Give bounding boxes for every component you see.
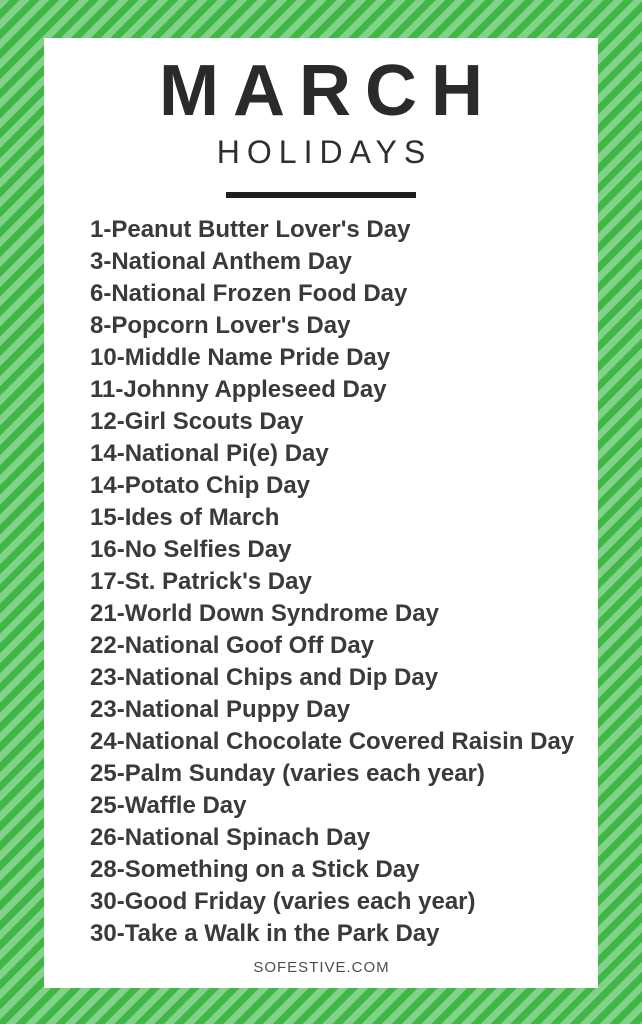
holiday-item: 3-National Anthem Day bbox=[90, 248, 352, 276]
holiday-item: 14-National Pi(e) Day bbox=[90, 440, 329, 468]
holiday-item: 21-World Down Syndrome Day bbox=[90, 600, 439, 628]
page-title: MARCH bbox=[159, 51, 497, 131]
page-subtitle: HOLIDAYS bbox=[216, 134, 433, 171]
holiday-item: 6-National Frozen Food Day bbox=[90, 280, 408, 308]
holiday-item: 17-St. Patrick's Day bbox=[90, 568, 312, 596]
holiday-item: 15-Ides of March bbox=[90, 504, 280, 532]
holiday-item: 25-Waffle Day bbox=[90, 792, 247, 820]
poster-card bbox=[44, 38, 598, 988]
holiday-item: 22-National Goof Off Day bbox=[90, 632, 375, 660]
holiday-item: 12-Girl Scouts Day bbox=[90, 408, 304, 436]
holiday-item: 8-Popcorn Lover's Day bbox=[90, 312, 351, 340]
holiday-item: 30-Take a Walk in the Park Day bbox=[90, 920, 440, 948]
holiday-item: 14-Potato Chip Day bbox=[90, 472, 311, 500]
holiday-item: 30-Good Friday (varies each year) bbox=[90, 888, 476, 916]
holiday-item: 25-Palm Sunday (varies each year) bbox=[90, 760, 485, 788]
holiday-item: 26-National Spinach Day bbox=[90, 824, 371, 852]
holiday-item: 16-No Selfies Day bbox=[90, 536, 292, 564]
site-credit: SOFESTIVE.COM bbox=[253, 959, 390, 976]
holiday-item: 1-Peanut Butter Lover's Day bbox=[90, 216, 411, 244]
holiday-list bbox=[44, 214, 598, 950]
holiday-item: 10-Middle Name Pride Day bbox=[90, 344, 391, 372]
holiday-item: 23-National Chips and Dip Day bbox=[90, 664, 439, 692]
title-divider bbox=[226, 192, 416, 198]
holiday-item: 23-National Puppy Day bbox=[90, 696, 351, 724]
holiday-item: 24-National Chocolate Covered Raisin Day bbox=[90, 728, 575, 756]
holiday-item: 28-Something on a Stick Day bbox=[90, 856, 420, 884]
holiday-item: 11-Johnny Appleseed Day bbox=[90, 376, 387, 404]
